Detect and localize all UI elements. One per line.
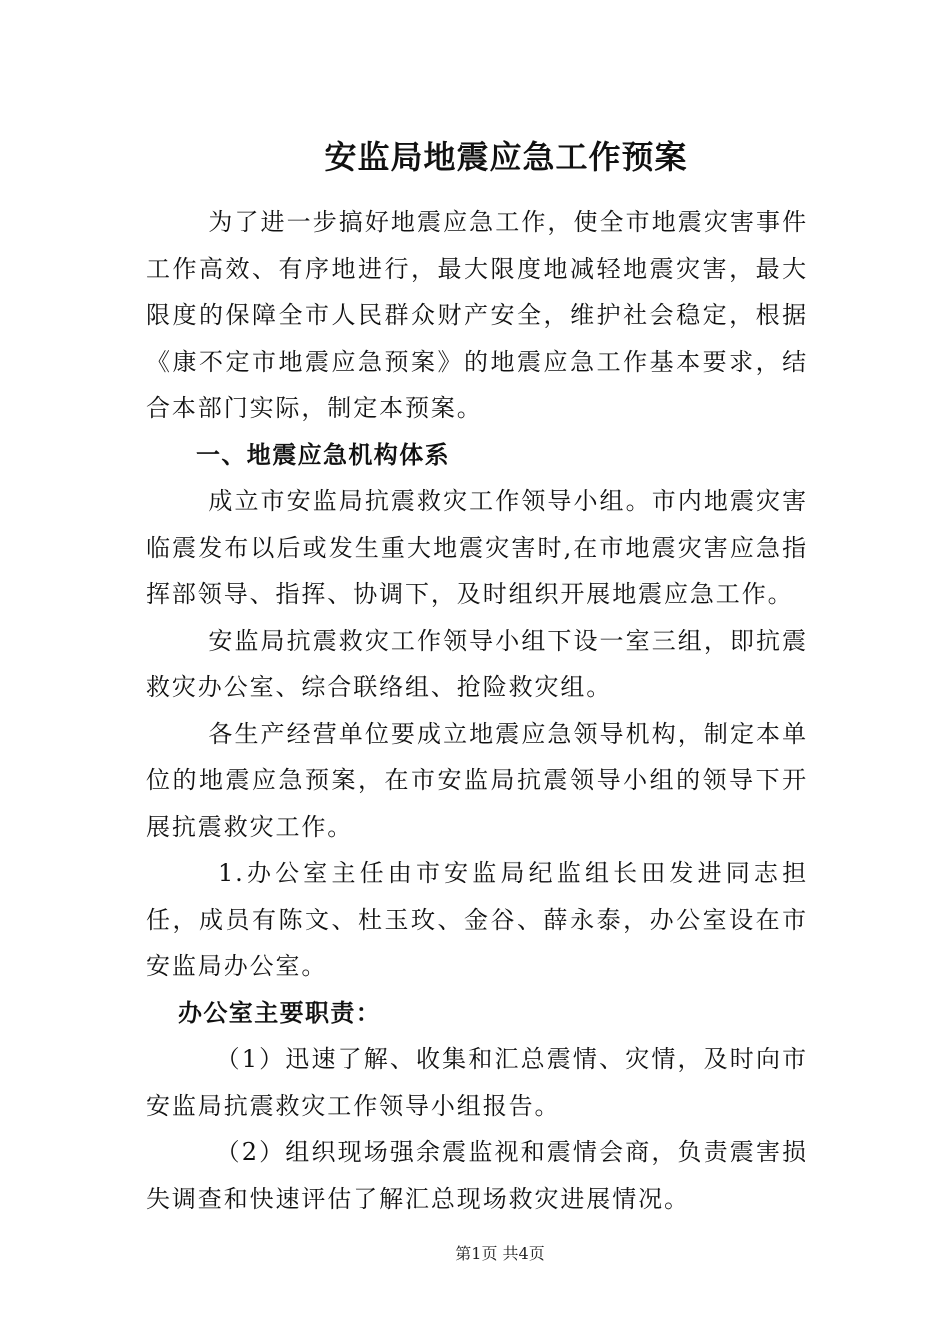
intro-paragraph: 为了进一步搞好地震应急工作，使全市地震灾害事件工作高效、有序地进行，最大限度地减轻地震灾害，最大限度的保障全市人民群众财产安全，维护社会稳定，根据《康不定市地震应急预案》的地震应急工作基本要求，结合本部门实际，制定本预案。 bbox=[146, 208, 808, 422]
document-title: 安监局地震应急工作预案 bbox=[324, 138, 688, 176]
document-body bbox=[146, 199, 808, 1222]
numbered-paragraph: 1.办公室主任由市安监局纪监组长田发进同志担任，成员有陈文、杜玉玫、金谷、薛永泰，办公室设在市安监局办公室。 bbox=[146, 859, 808, 980]
body-paragraph: 成立市安监局抗震救灾工作领导小组。市内地震灾害临震发布以后或发生重大地震灾害时,在市地震灾害应急指挥部领导、指挥、协调下，及时组织开展地震应急工作。 bbox=[146, 487, 808, 608]
duty-item: （2）组织现场强余震监视和震情会商，负责震害损失调查和快速评估了解汇总现场救灾进展情况。 bbox=[146, 1138, 808, 1213]
page-footer: 第1页 共4页 bbox=[455, 1244, 545, 1263]
subsection-heading: 办公室主要职责： bbox=[178, 997, 382, 1027]
duty-item: （1）迅速了解、收集和汇总震情、灾情，及时向市安监局抗震救灾工作领导小组报告。 bbox=[146, 1045, 808, 1120]
section-heading: 一、地震应急机构体系 bbox=[196, 440, 450, 469]
body-paragraph: 安监局抗震救灾工作领导小组下设一室三组，即抗震救灾办公室、综合联络组、抢险救灾组。 bbox=[146, 626, 808, 701]
body-paragraph: 各生产经营单位要成立地震应急领导机构，制定本单位的地震应急预案，在市安监局抗震领导小组的领导下开展抗震救灾工作。 bbox=[146, 719, 808, 841]
